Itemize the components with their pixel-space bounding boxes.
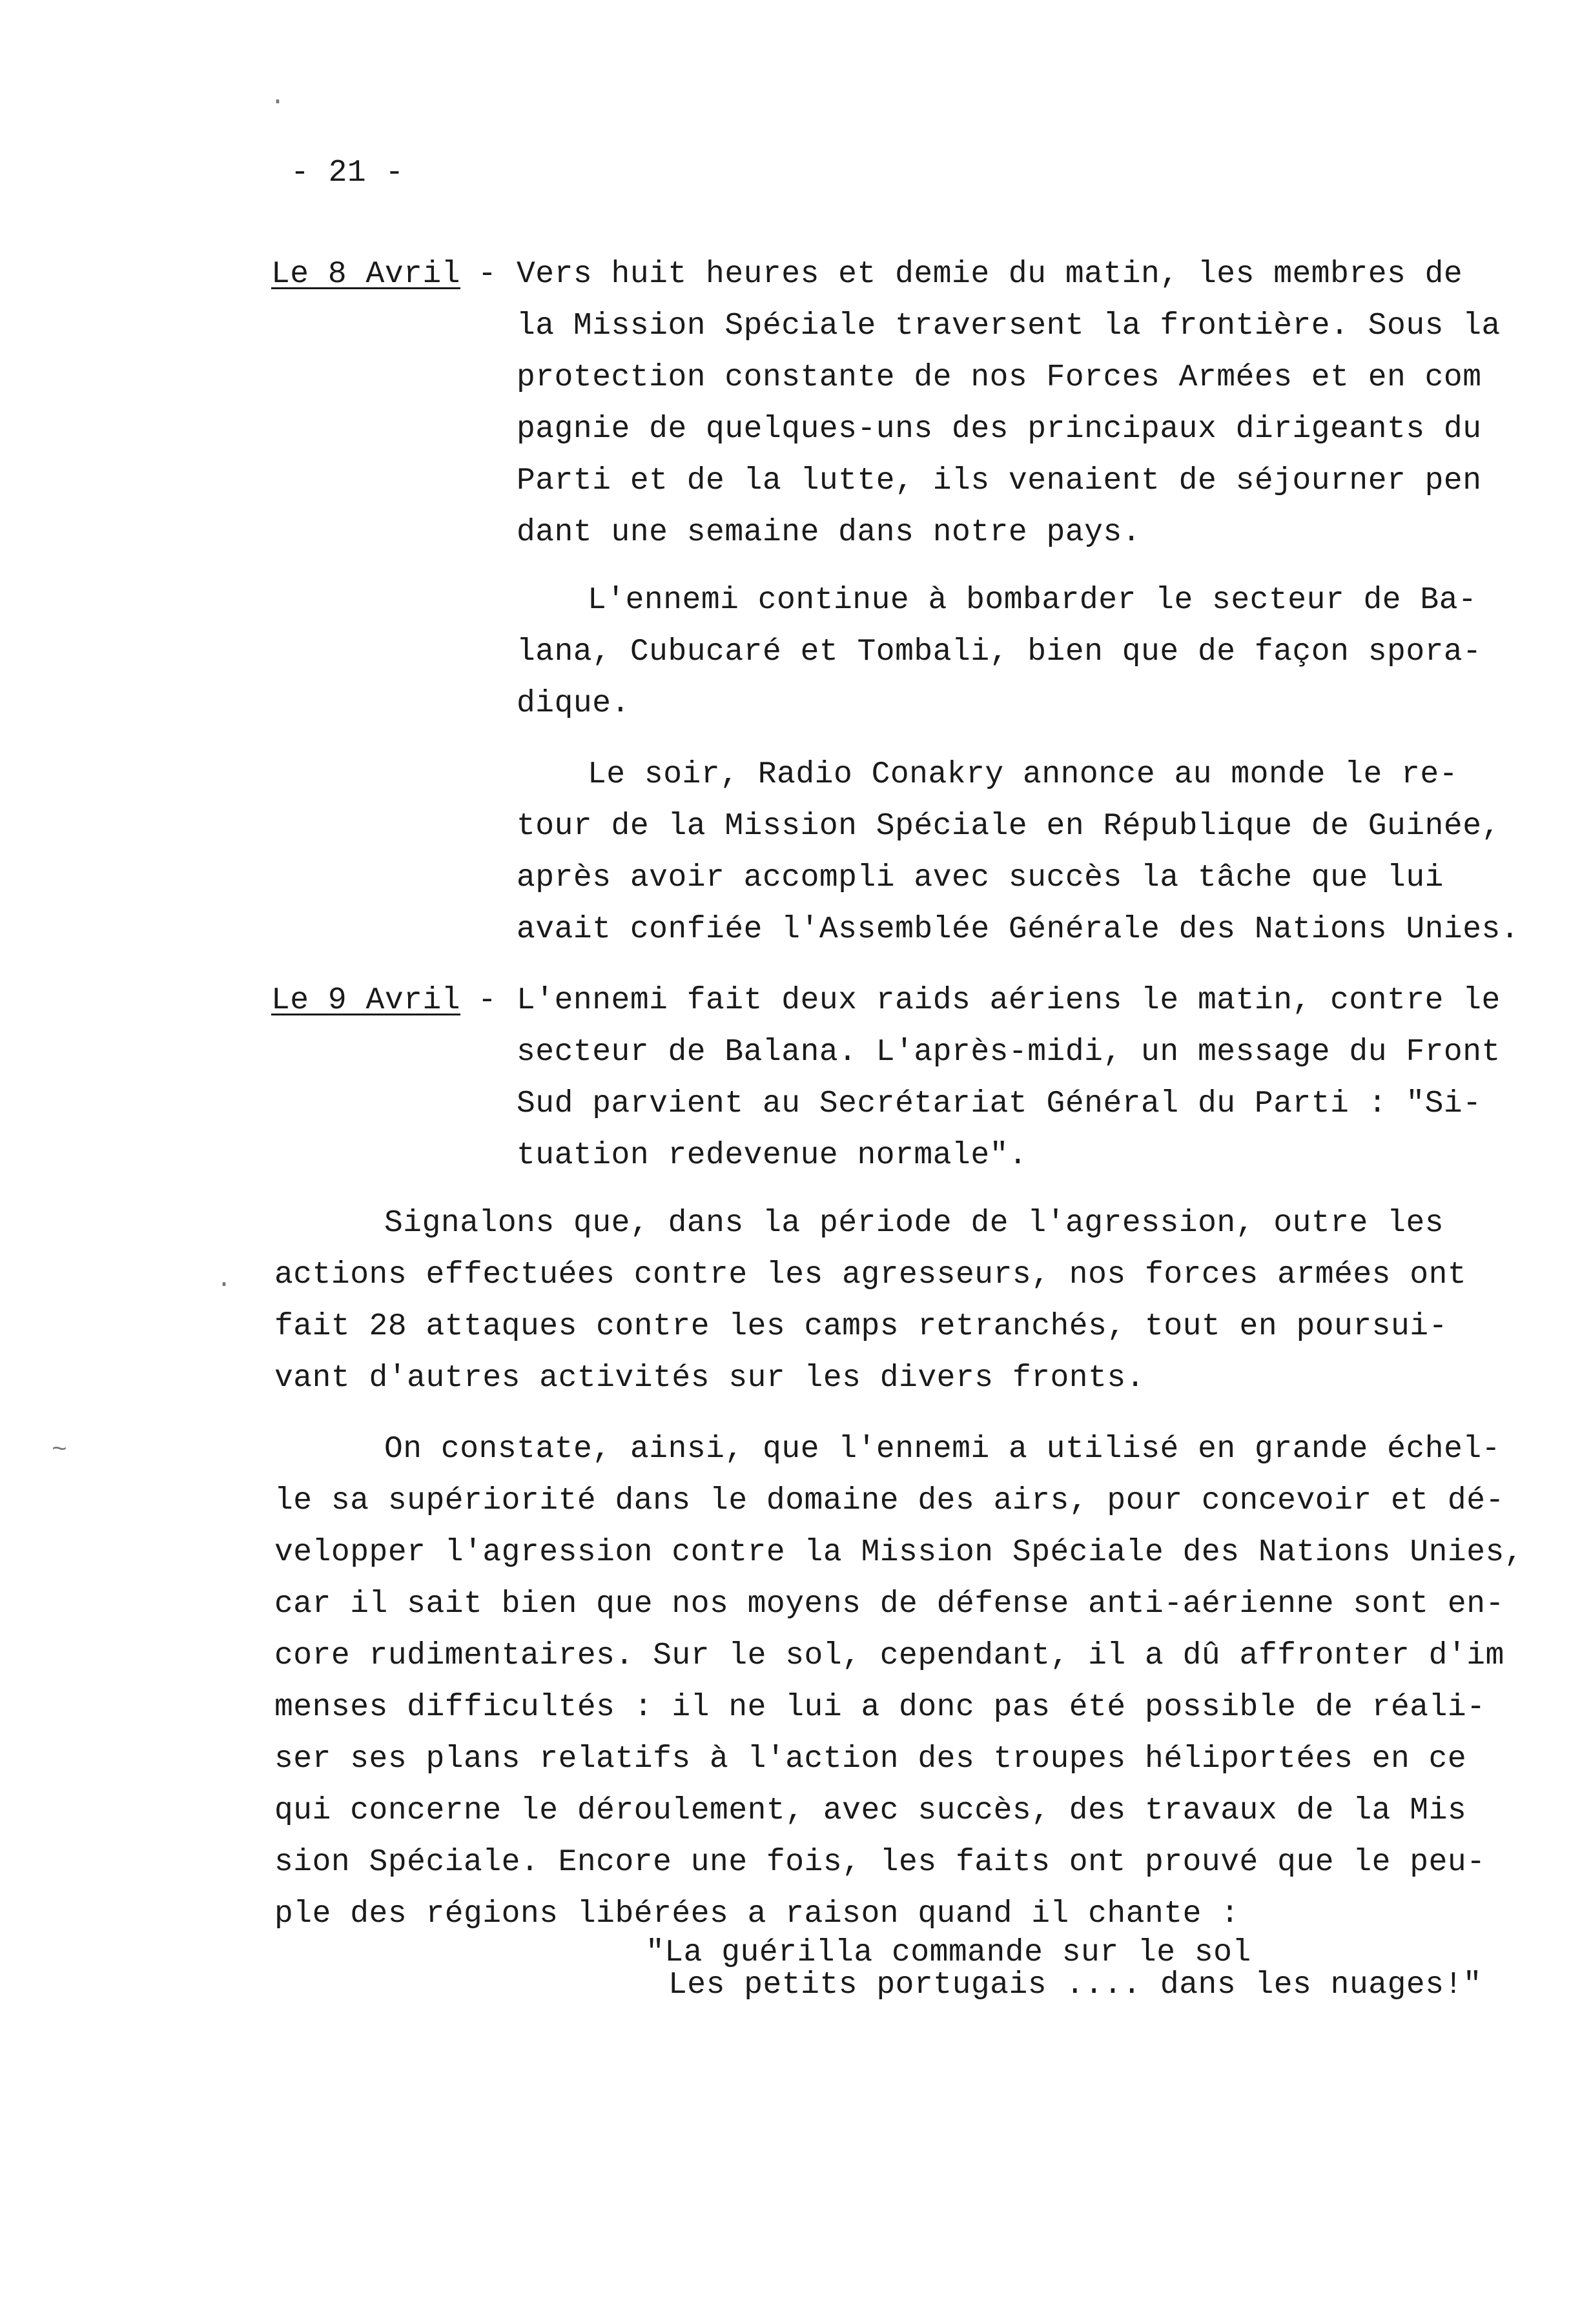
text-line: avait confiée l'Assemblée Générale des Nations Unies. [517, 912, 1520, 947]
entry-date-8-avril: Le 8 Avril [271, 257, 461, 292]
text-line: la Mission Spéciale traversent la frontière. Sous la [517, 309, 1501, 343]
text-line: le sa supériorité dans le domaine des airs, pour concevoir et dé- [274, 1483, 1504, 1518]
scan-mark: . [216, 1265, 232, 1294]
text-line: ple des régions libérées a raison quand il chante : [274, 1897, 1240, 1932]
text-line: Parti et de la lutte, ils venaient de séjourner pen [517, 464, 1482, 498]
page-number: - 21 - [291, 156, 404, 190]
entry-date-9-avril: Le 9 Avril [271, 983, 461, 1018]
quote-line: "La guérilla commande sur le sol [646, 1935, 1251, 1970]
text-line: On constate, ainsi, que l'ennemi a utilisé en grande échel- [384, 1432, 1501, 1467]
text-line: Signalons que, dans la période de l'agression, outre les [384, 1206, 1444, 1241]
scan-mark: ~ [52, 1436, 68, 1465]
text-line: lana, Cubucaré et Tombali, bien que de façon spora- [517, 635, 1482, 669]
text-line: protection constante de nos Forces Armées et en com [517, 360, 1482, 395]
scan-mark: . [270, 83, 286, 112]
text-line: dique. [517, 686, 630, 721]
text-line: secteur de Balana. L'après-midi, un message du Front [517, 1035, 1501, 1070]
entry-dash: - [478, 983, 497, 1018]
text-line: Vers huit heures et demie du matin, les membres de [517, 257, 1463, 292]
text-line: qui concerne le déroulement, avec succès, des travaux de la Mis [274, 1793, 1467, 1828]
text-line: fait 28 attaques contre les camps retranchés, tout en poursui- [274, 1309, 1448, 1344]
text-line: L'ennemi fait deux raids aériens le matin, contre le [517, 983, 1501, 1018]
text-line: car il sait bien que nos moyens de défense anti-aérienne sont en- [274, 1587, 1504, 1622]
text-line: après avoir accompli avec succès la tâche que lui [517, 861, 1444, 895]
text-line: dant une semaine dans notre pays. [517, 515, 1142, 550]
text-line: menses difficultés : il ne lui a donc pas été possible de réali- [274, 1690, 1486, 1725]
text-line: Le soir, Radio Conakry annonce au monde le re- [588, 757, 1459, 792]
text-line: velopper l'agression contre la Mission Spéciale des Nations Unies, [274, 1535, 1524, 1570]
text-line: L'ennemi continue à bombarder le secteur de Ba- [588, 583, 1477, 618]
text-line: tour de la Mission Spéciale en République de Guinée, [517, 809, 1501, 844]
text-line: vant d'autres activités sur les divers fronts. [274, 1361, 1145, 1396]
text-line: ser ses plans relatifs à l'action des troupes héliportées en ce [274, 1742, 1467, 1777]
quote-line: Les petits portugais .... dans les nuages!" [668, 1968, 1483, 2003]
text-line: Sud parvient au Secrétariat Général du Parti : "Si- [517, 1086, 1482, 1121]
text-line: pagnie de quelques-uns des principaux dirigeants du [517, 412, 1482, 447]
text-line: sion Spéciale. Encore une fois, les faits ont prouvé que le peu- [274, 1845, 1486, 1880]
text-line: tuation redevenue normale". [517, 1138, 1028, 1173]
text-line: core rudimentaires. Sur le sol, cependant, il a dû affronter d'im [274, 1638, 1504, 1673]
text-line: actions effectuées contre les agresseurs, nos forces armées ont [274, 1258, 1467, 1292]
entry-dash: - [478, 257, 497, 292]
